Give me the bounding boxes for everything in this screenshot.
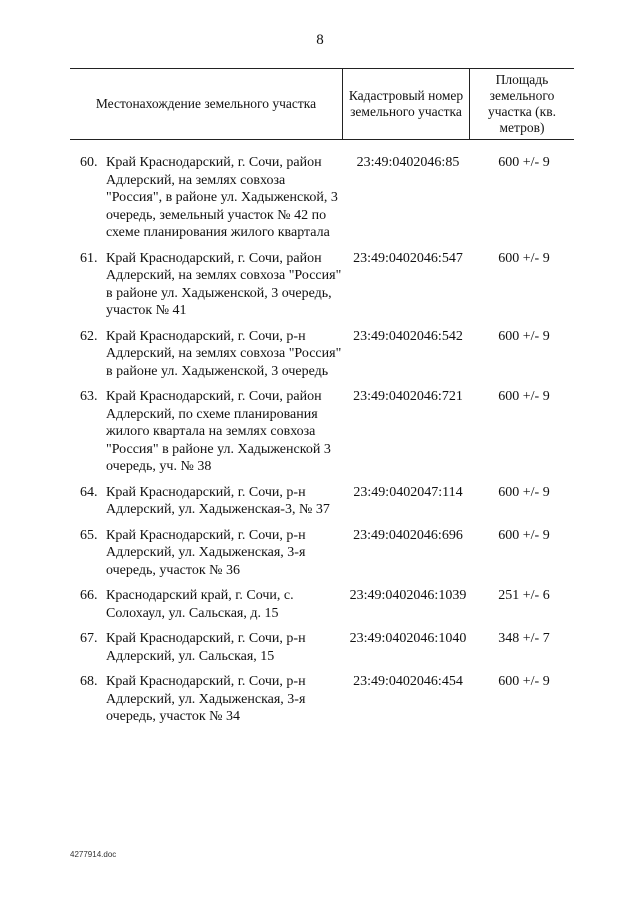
row-area: 600 +/- 9	[498, 484, 550, 500]
table-row	[70, 388, 574, 476]
header-location: Местонахождение земельного участка	[95, 96, 317, 111]
row-area: 348 +/- 7	[498, 631, 550, 646]
row-number: 65.	[80, 527, 98, 543]
table-row	[70, 154, 574, 242]
row-area: 600 +/- 9	[498, 250, 550, 266]
row-location: Краснодарский край, г. Сочи, с. Солохаул, ул. Сальская, д. 15	[106, 588, 294, 621]
row-number: 63.	[80, 389, 98, 404]
page-number: 8	[316, 32, 324, 48]
row-number: 67.	[80, 631, 98, 646]
document-filename: 4277914.doc	[70, 850, 117, 859]
table-header	[70, 68, 574, 140]
table-row	[70, 328, 574, 381]
table-body	[70, 154, 574, 726]
row-number: 60.	[80, 155, 98, 170]
row-area: 251 +/- 6	[498, 588, 550, 603]
row-cadastral: 23:49:0402046:696	[353, 527, 463, 543]
row-cadastral: 23:49:0402046:547	[353, 250, 463, 266]
row-location: Край Краснодарский, г. Сочи, р-н Адлерский, ул. Сальская, 15	[106, 631, 306, 664]
row-location: Край Краснодарский, г. Сочи, р-н Адлерский, ул. Хадыженская, 3-я очередь, участок № 36	[106, 527, 306, 578]
table-row	[70, 673, 574, 726]
row-number: 61.	[80, 250, 98, 266]
table-row	[70, 630, 574, 665]
row-cadastral: 23:49:0402046:1039	[349, 588, 467, 603]
row-area: 600 +/- 9	[498, 155, 550, 170]
row-area: 600 +/- 9	[498, 328, 550, 344]
table-row	[70, 250, 574, 320]
row-number: 64.	[80, 484, 98, 500]
row-location: Край Краснодарский, г. Сочи, район Адлерский, по схеме планирования жилого квартала на землях совхоза "Россия" в районе ул. Хадыженской 3 очередь, уч. № 38	[106, 389, 331, 474]
row-cadastral: 23:49:0402046:85	[356, 155, 460, 170]
row-location: Край Краснодарский, г. Сочи, р-н Адлерский, на землях совхоза "Россия" в районе ул. Хадыженской, 3 очередь	[106, 328, 342, 379]
row-location: Край Краснодарский, г. Сочи, район Адлерский, на землях совхоза "Россия", в районе ул. Хадыженской, 3 очередь, земельный участок № 42 по схеме планирования жилого квартала	[106, 155, 338, 240]
row-location: Край Краснодарский, г. Сочи, район Адлерский, на землях совхоза "Россия" в районе ул. Хадыженской, 3 очередь, участок № 41	[106, 250, 342, 318]
land-plots-table	[70, 68, 574, 734]
table-row	[70, 484, 574, 519]
table-row	[70, 587, 574, 622]
row-number: 62.	[80, 328, 98, 344]
row-cadastral: 23:49:0402046:1040	[349, 631, 467, 646]
row-cadastral: 23:49:0402047:114	[353, 484, 463, 500]
row-cadastral: 23:49:0402046:721	[353, 389, 463, 404]
header-area: Площадь земельного участка (кв. метров)	[488, 72, 556, 135]
row-area: 600 +/- 9	[498, 527, 550, 543]
header-cadastral: Кадастровый номер земельного участка	[342, 69, 470, 139]
row-number: 68.	[80, 674, 98, 689]
row-cadastral: 23:49:0402046:454	[353, 674, 463, 689]
row-number: 66.	[80, 588, 98, 603]
table-row	[70, 527, 574, 580]
row-area: 600 +/- 9	[498, 389, 550, 404]
row-cadastral: 23:49:0402046:542	[353, 328, 463, 344]
row-area: 600 +/- 9	[498, 674, 550, 689]
row-location: Край Краснодарский, г. Сочи, р-н Адлерский, ул. Хадыженская, 3-я очередь, участок № 34	[106, 674, 306, 724]
row-location: Край Краснодарский, г. Сочи, р-н Адлерский, ул. Хадыженская-3, № 37	[106, 484, 330, 517]
